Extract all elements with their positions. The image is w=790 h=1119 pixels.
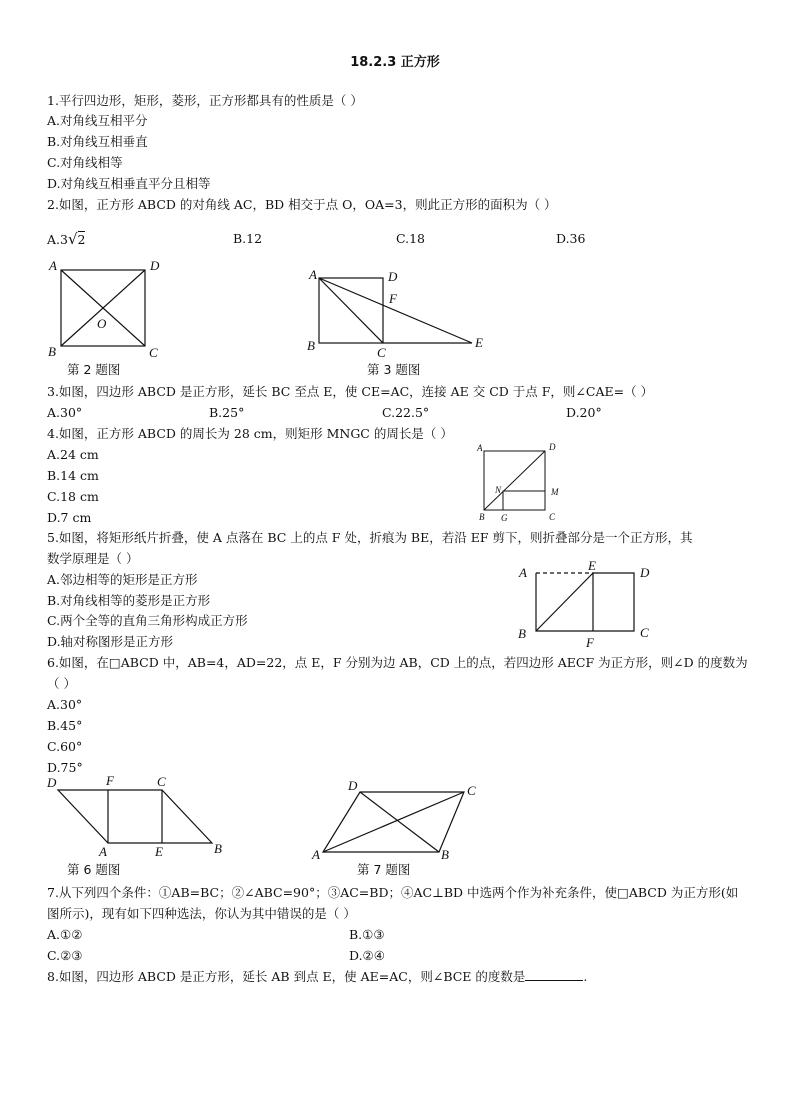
q7-stem-line2: 图所示)，现有如下四种选法，你认为其中错误的是（ ） xyxy=(47,906,356,921)
fig5-label-e: E xyxy=(588,558,596,573)
fig2-label-o: O xyxy=(97,316,107,331)
q2-option-c: C.18 xyxy=(396,231,425,246)
q3-option-c: C.22.5° xyxy=(382,405,430,420)
q8-stem: 8.如图，四边形 ABCD 是正方形，延长 AB 到点 E，使 AE=AC，则∠BCE 的度数是 . xyxy=(47,969,588,984)
q6-stem-line1: 6.如图，在□ABCD 中，AB=4，AD=22，点 E，F 分别为边 AB，CD 上的点，若四边形 AECF 为正方形，则∠D 的度数为 xyxy=(47,655,748,670)
fig3-caption: 第 3 题图 xyxy=(367,362,421,377)
fig3-label-a: A xyxy=(309,267,317,282)
q5-option-d: D.轴对称图形是正方形 xyxy=(47,634,174,649)
fig7-label-c: C xyxy=(467,783,476,798)
q6-option-b: B.45° xyxy=(47,718,83,733)
fig2-label-d: D xyxy=(150,258,160,273)
q2-option-a: A.3√2 xyxy=(47,230,86,248)
fig7-caption: 第 7 题图 xyxy=(357,862,411,877)
q6-stem-line2: （ ） xyxy=(47,676,76,691)
fig6-label-c: C xyxy=(157,774,166,789)
fig4-label-c: C xyxy=(549,512,556,522)
q4-option-d: D.7 cm xyxy=(47,510,92,525)
q4-stem: 4.如图，正方形 ABCD 的周长为 28 cm，则矩形 MNGC 的周长是（ ） xyxy=(47,426,453,441)
fig4-label-d: D xyxy=(549,442,556,452)
figure-5-rectangle xyxy=(536,573,634,631)
fig5-label-b: B xyxy=(518,626,526,641)
figure-6-parallelogram xyxy=(58,790,212,843)
q7-stem-line1: 7.从下列四个条件：①AB=BC；②∠ABC=90°；③AC=BD；④AC⊥BD 中选两个作为补充条件，使□ABCD 为正方形(如 xyxy=(47,885,739,900)
q4-option-a: A.24 cm xyxy=(47,447,99,462)
q7-option-c: C.②③ xyxy=(47,948,83,963)
fig4-label-a: A xyxy=(477,443,483,453)
q5-option-c: C.两个全等的直角三角形构成正方形 xyxy=(47,613,248,628)
q6-option-a: A.30° xyxy=(47,697,83,712)
q4-option-c: C.18 cm xyxy=(47,489,99,504)
fig2-caption: 第 2 题图 xyxy=(67,362,121,377)
q4-option-b: B.14 cm xyxy=(47,468,99,483)
fig6-label-b: B xyxy=(214,841,222,856)
fig3-label-f: F xyxy=(389,291,397,306)
fig2-label-b: B xyxy=(48,344,56,359)
q1-option-a: A.对角线互相平分 xyxy=(47,113,148,128)
fig7-label-a: A xyxy=(312,847,320,862)
figure-4-square xyxy=(484,451,545,510)
q7-option-d: D.②④ xyxy=(349,948,385,963)
fig2-label-a: A xyxy=(49,258,57,273)
fig3-label-c: C xyxy=(377,345,386,360)
q2-option-d: D.36 xyxy=(556,231,586,246)
q5-stem-line1: 5.如图，将矩形纸片折叠，使 A 点落在 BC 上的点 F 处，折痕为 BE，若沿 EF 剪下，则折叠部分是一个正方形，其 xyxy=(47,530,693,545)
fig6-label-e: E xyxy=(155,844,163,859)
fig7-label-b: B xyxy=(441,847,449,862)
q1-option-c: C.对角线相等 xyxy=(47,155,123,170)
q1-option-d: D.对角线互相垂直平分且相等 xyxy=(47,176,211,191)
q2-option-b: B.12 xyxy=(233,231,263,246)
q5-option-b: B.对角线相等的菱形是正方形 xyxy=(47,593,211,608)
figure-2-square xyxy=(61,270,145,346)
q3-option-b: B.25° xyxy=(209,405,245,420)
fig3-label-d: D xyxy=(388,269,398,284)
q7-option-a: A.①② xyxy=(47,927,83,942)
fig3-label-b: B xyxy=(307,338,315,353)
q2-stem: 2.如图，正方形 ABCD 的对角线 AC，BD 相交于点 O，OA=3，则此正方形的面积为（ ） xyxy=(47,197,557,212)
fig2-label-c: C xyxy=(149,345,158,360)
fig5-label-d: D xyxy=(640,565,650,580)
fig3-label-e: E xyxy=(475,335,483,350)
q6-option-d: D.75° xyxy=(47,760,83,775)
q7-option-b: B.①③ xyxy=(349,927,385,942)
fig4-label-n: N xyxy=(495,485,502,495)
q3-option-d: D.20° xyxy=(566,405,602,420)
q3-option-a: A.30° xyxy=(47,405,83,420)
fig6-caption: 第 6 题图 xyxy=(67,862,121,877)
fig4-label-b: B xyxy=(479,512,485,522)
page-title: 18.2.3 正方形 xyxy=(350,55,440,70)
fig6-label-f: F xyxy=(106,773,114,788)
fig5-label-a: A xyxy=(519,565,527,580)
fig4-label-m: M xyxy=(551,487,559,497)
fig5-label-f: F xyxy=(586,635,594,650)
q3-stem: 3.如图，四边形 ABCD 是正方形，延长 BC 至点 E，使 CE=AC，连接 AE 交 CD 于点 F，则∠CAE=（ ） xyxy=(47,384,654,399)
q5-option-a: A.邻边相等的矩形是正方形 xyxy=(47,572,198,587)
q1-option-b: B.对角线互相垂直 xyxy=(47,134,148,149)
q5-stem-line2: 数学原理是（ ） xyxy=(47,551,139,566)
figure-7-parallelogram xyxy=(323,792,464,852)
fig6-label-a: A xyxy=(99,844,107,859)
fig4-label-g: G xyxy=(501,513,508,523)
fig6-label-d: D xyxy=(47,775,57,790)
q6-option-c: C.60° xyxy=(47,739,83,754)
fig5-label-c: C xyxy=(640,625,649,640)
fig7-label-d: D xyxy=(348,778,358,793)
figure-3-square xyxy=(319,278,472,343)
q1-stem: 1.平行四边形，矩形，菱形，正方形都具有的性质是（ ） xyxy=(47,93,363,108)
